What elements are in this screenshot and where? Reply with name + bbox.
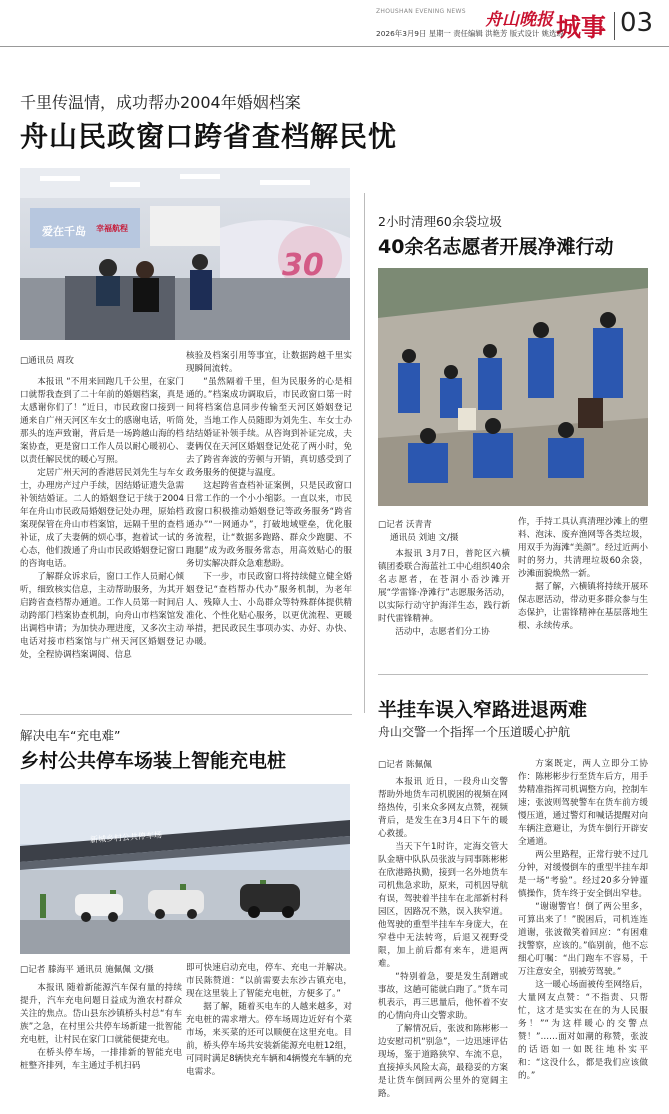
- a3-c2-p2: 两公里路程，正常行驶不过几分钟，对缓慢倒车的重型半挂车却是一场“考验”。经过20多分钟谨慎操作，货车终于安全倒出窄巷。: [518, 850, 648, 899]
- a1-c1-p1: 本报讯 “不用来回跑几千公里，在家门口就帮我查到了二十年前的婚姻档案，真是太感谢你们了！”近日，市民政窗口接到一通来自广州天河区车女士的感谢电话，听筒那头的连声致谢，背后是一场跨越山海的档案协查，更是窗口工作人员以耐心暖初心、以责任解民忧的暖心写照。: [20, 377, 184, 465]
- header-rule: [0, 46, 669, 47]
- section-name: 城事: [556, 13, 607, 42]
- left-rule: [20, 714, 352, 715]
- a1-c2-p1: 核验及档案引用等事宜，让数据跨越千里实现瞬间流转。: [186, 351, 352, 374]
- a2-title: 40余名志愿者开展净滩行动: [378, 236, 614, 258]
- a4-byline: □记者 滕海平 通讯员 施佩佩 文/摄: [20, 965, 154, 975]
- a3-c1-p1: 本报讯 近日，一段舟山交警帮助外地货车司机脱困的视频在网络热传，引来众多网友点赞，视频背后，是发生在3月4日下午的暖心救援。: [378, 777, 508, 839]
- a3-c1-p3: “特别着急，要是发生刮蹭或事故，这趟可能就白跑了。”货车司机表示，再三思量后，他怀着不安的心情向舟山交警求助。: [378, 972, 508, 1021]
- a1-c1-p3: 了解群众诉求后，窗口工作人员耐心倾听，细致核实信息，主动帮助服务，为其开启跨省查档帮办通道。工作人员第一时间启动跨部门档案协查机制，向舟山市档案馆发出调档申请；为加快办理进度，又多次主动电话对接市档案馆与广州天河区婚姻登记处，全程协调档案调阅、信息: [20, 572, 184, 660]
- a1-c2-p2: “虽然隔着千里，但为民服务的心是相通的。”档案成功调取后，市民政窗口第一时间将档案信息同步传输至天河区婚姻登记处，当地工作人员随即为刘先生、车女士办结结婚证补领手续。从咨询到补证完成，夫妻俩仅在天河区婚姻登记处花了两小时，免去了跨省奔波的劳顿与开销，真切感受到了政务服务的便捷与温度。: [186, 377, 352, 478]
- a2-photo: [378, 268, 648, 506]
- a2-c2-p1: 作，手持工具认真清理沙滩上的塑料、泡沫、废弃渔网等各类垃圾，用双手为海滩“美颜”。经过近两小时的努力，共清理垃圾60余袋，沙滩面貌焕然一新。: [518, 517, 648, 579]
- a2-byline2: 通讯员 刘迪 文/摄: [390, 533, 459, 543]
- a4-title: 乡村公共停车场装上智能充电桩: [20, 750, 287, 772]
- a3-col2: [518, 758, 648, 1104]
- a3-c1-p2: 当天下午1时许，定海交管大队金塘中队队员张波与同事陈彬彬在欣港路执勤，接到一名外地货车司机焦急求助，原来，司机因导航有误，驾驶着半挂车在北部新村科园区，因路况不熟，误入狭窄道。他驾驶的重型半挂车车身庞大，在窄巷中无法转弯，后退又视野受限，加上前后都有来车，进退两难。: [378, 842, 508, 969]
- a4-col2: [186, 962, 352, 1104]
- a1-col1: [20, 376, 184, 694]
- a3-c2-p1: 方案既定，两人立即分工协作：陈彬彬步行至货车后方，用手势精准指挥司机调整方向，控制车速；张波则驾驶警车在货车前方缓慢压道，通过警灯和喊话提醒对向车辆注意避让，为货车倒行开辟安全通道。: [518, 759, 648, 847]
- a2-c1-p2: 活动中，志愿者们分工协: [395, 627, 490, 637]
- column-divider: [364, 193, 365, 713]
- a1-byline: □通讯员 周玫: [20, 356, 74, 366]
- a1-col2: [186, 350, 352, 690]
- header-info: 2026年3月9日 星期一 责任编辑 洪艳芳 版式设计 姚选琼: [376, 29, 564, 38]
- a3-title: 半挂车误入窄路进退两难: [378, 699, 588, 721]
- right-rule: [378, 674, 648, 675]
- section-divider: [614, 12, 615, 40]
- a4-photo-sign: 新城乡村公共停车场: [89, 830, 163, 845]
- a1-photo-sign2: 幸福航程: [96, 224, 128, 233]
- a2-col2: [518, 516, 648, 656]
- a3-byline: □记者 陈佩佩: [378, 760, 432, 770]
- a1-title: 舟山民政窗口跨省查档解民忧: [20, 120, 398, 153]
- a1-c2-p3: 这起跨省查档补证案例，只是民政窗口日常工作的一个小小缩影。一直以来，市民政窗口积极推动婚姻登记等政务服务“跨省通办”“一网通办”，打破地域壁垒，优化服务流程，让“数据多跑路、群众少跑腿、不跑腿”成为政务服务常态，用高效贴心的服务切实解决群众急难愁盼。: [186, 481, 352, 569]
- a4-col1: [20, 982, 182, 1104]
- a3-col1: [378, 776, 508, 1104]
- a1-c2-p4: 下一步，市民政窗口将持续健立健全婚姻登记“查档帮办代办”服务机制，为老年人、残障人士、小岛群众等特殊群体提供精准化、个性化贴心服务，以更优流程、更暖举措，把民政民生事项办实、办好、办快、办暖。: [186, 572, 352, 647]
- a1-kicker: 千里传温情，成功帮办2004年婚姻档案: [20, 93, 301, 112]
- a4-c1-p1: 本报讯 随着新能源汽车保有量的持续提升，汽车充电问题日益成为渔农村群众关注的焦点。岱山县东沙镇桥头村总“有车族”之急，在村里公共停车场新建一批智能充电桩，让村民在家门口就能便捷充电。: [20, 983, 182, 1045]
- a1-c1-p2: 定居广州天河的香港居民刘先生与车女士，办理房产过户手续，因结婚证遗失急需补领结婚证。二人的婚姻登记于续于2004年在舟山市民政局婚姻登记处办理，原始档案现保管在舟山市档案馆，远隔千里的查档补证，成了夫妻俩的烦心事，抱着试一试的心态，他们拨通了舟山市民政婚姻登记窗口的咨询电话。: [20, 468, 184, 569]
- a3-subtitle: 舟山交警一个指挥一个压道暖心护航: [378, 725, 571, 739]
- a3-c2-p3: “谢谢警官！倒了两公里多，可算出来了！”脱困后，司机连连道谢，张波微笑着回应：“有困难找警察，应该的。”临别前，他不忘细心叮嘱：“出门跑车不容易，千万注意安全，别被劳驾驶。”: [518, 902, 648, 977]
- a4-c2-p1: 即可快速启动充电，停车、充电一并解决。市民陈赞道：“以前需要去东沙古镇充电，现在这里装上了智能充电桩，方便多了。”: [186, 963, 352, 999]
- a4-photo: [20, 784, 350, 954]
- a1-photo-sign1: 爱在千岛: [42, 225, 86, 238]
- page-number: 03: [620, 8, 654, 38]
- a1-photo: [20, 168, 350, 340]
- a4-c1-p2: 在桥头停车场，一排排新的智能充电桩整齐排列，车主通过手机扫码: [20, 1048, 182, 1071]
- a2-col1: [378, 548, 510, 644]
- a1-photo-sign3: 30: [282, 248, 324, 283]
- masthead-en: ZHOUSHAN EVENING NEWS: [376, 8, 466, 15]
- a4-c2-p2: 据了解，随着买电车的人越来越多，对充电桩的需求增大。停车场周边近好有个菜市场，来买菜的还可以顺便在这里充电。目前，桥头停车场共安装新能源充电桩12组，可同时满足8辆快充车辆和4辆慢充车辆的充电需求。: [186, 1002, 352, 1077]
- a4-kicker: 解决电车“充电难”: [20, 728, 121, 743]
- a2-c1-p1: 本报讯 3月7日，普陀区六横镇团委联合海蓝社工中心组织40余名志愿者，在苍洞小岙沙滩开展“学雷锋·净滩行”志愿服务活动，以实际行动守护海洋生态，践行新时代雷锋精神。: [378, 549, 510, 624]
- a2-c2-p2: 据了解，六横镇将持续开展环保志愿活动，带动更多群众参与生态保护，让雷锋精神在基层落地生根、永续传承。: [518, 582, 648, 631]
- a3-c2-p4: 这一暖心场面被传至网络后，大量网友点赞：“不指责、只帮忙，这才是实实在在的为人民服务！”“为这样暖心的交警点赞！”……面对如潮的称赞，张波的话语如一如既往地朴实平和：“这没什么，都是我们应该做的。”: [518, 980, 648, 1081]
- a2-byline1: □记者 沃青青: [378, 520, 432, 530]
- a2-kicker: 2小时清理60余袋垃圾: [378, 214, 502, 229]
- masthead-logo: 舟山晚报: [485, 10, 553, 30]
- a3-c1-p4: 了解情况后，张波和陈彬彬一边安慰司机“别急”，一边迅速评估现场，鉴于道路狭窄、车流不息，直接掉头风险太高，最稳妥的方案是让货车倒回两公里外的宽阔主路。: [378, 1024, 508, 1099]
